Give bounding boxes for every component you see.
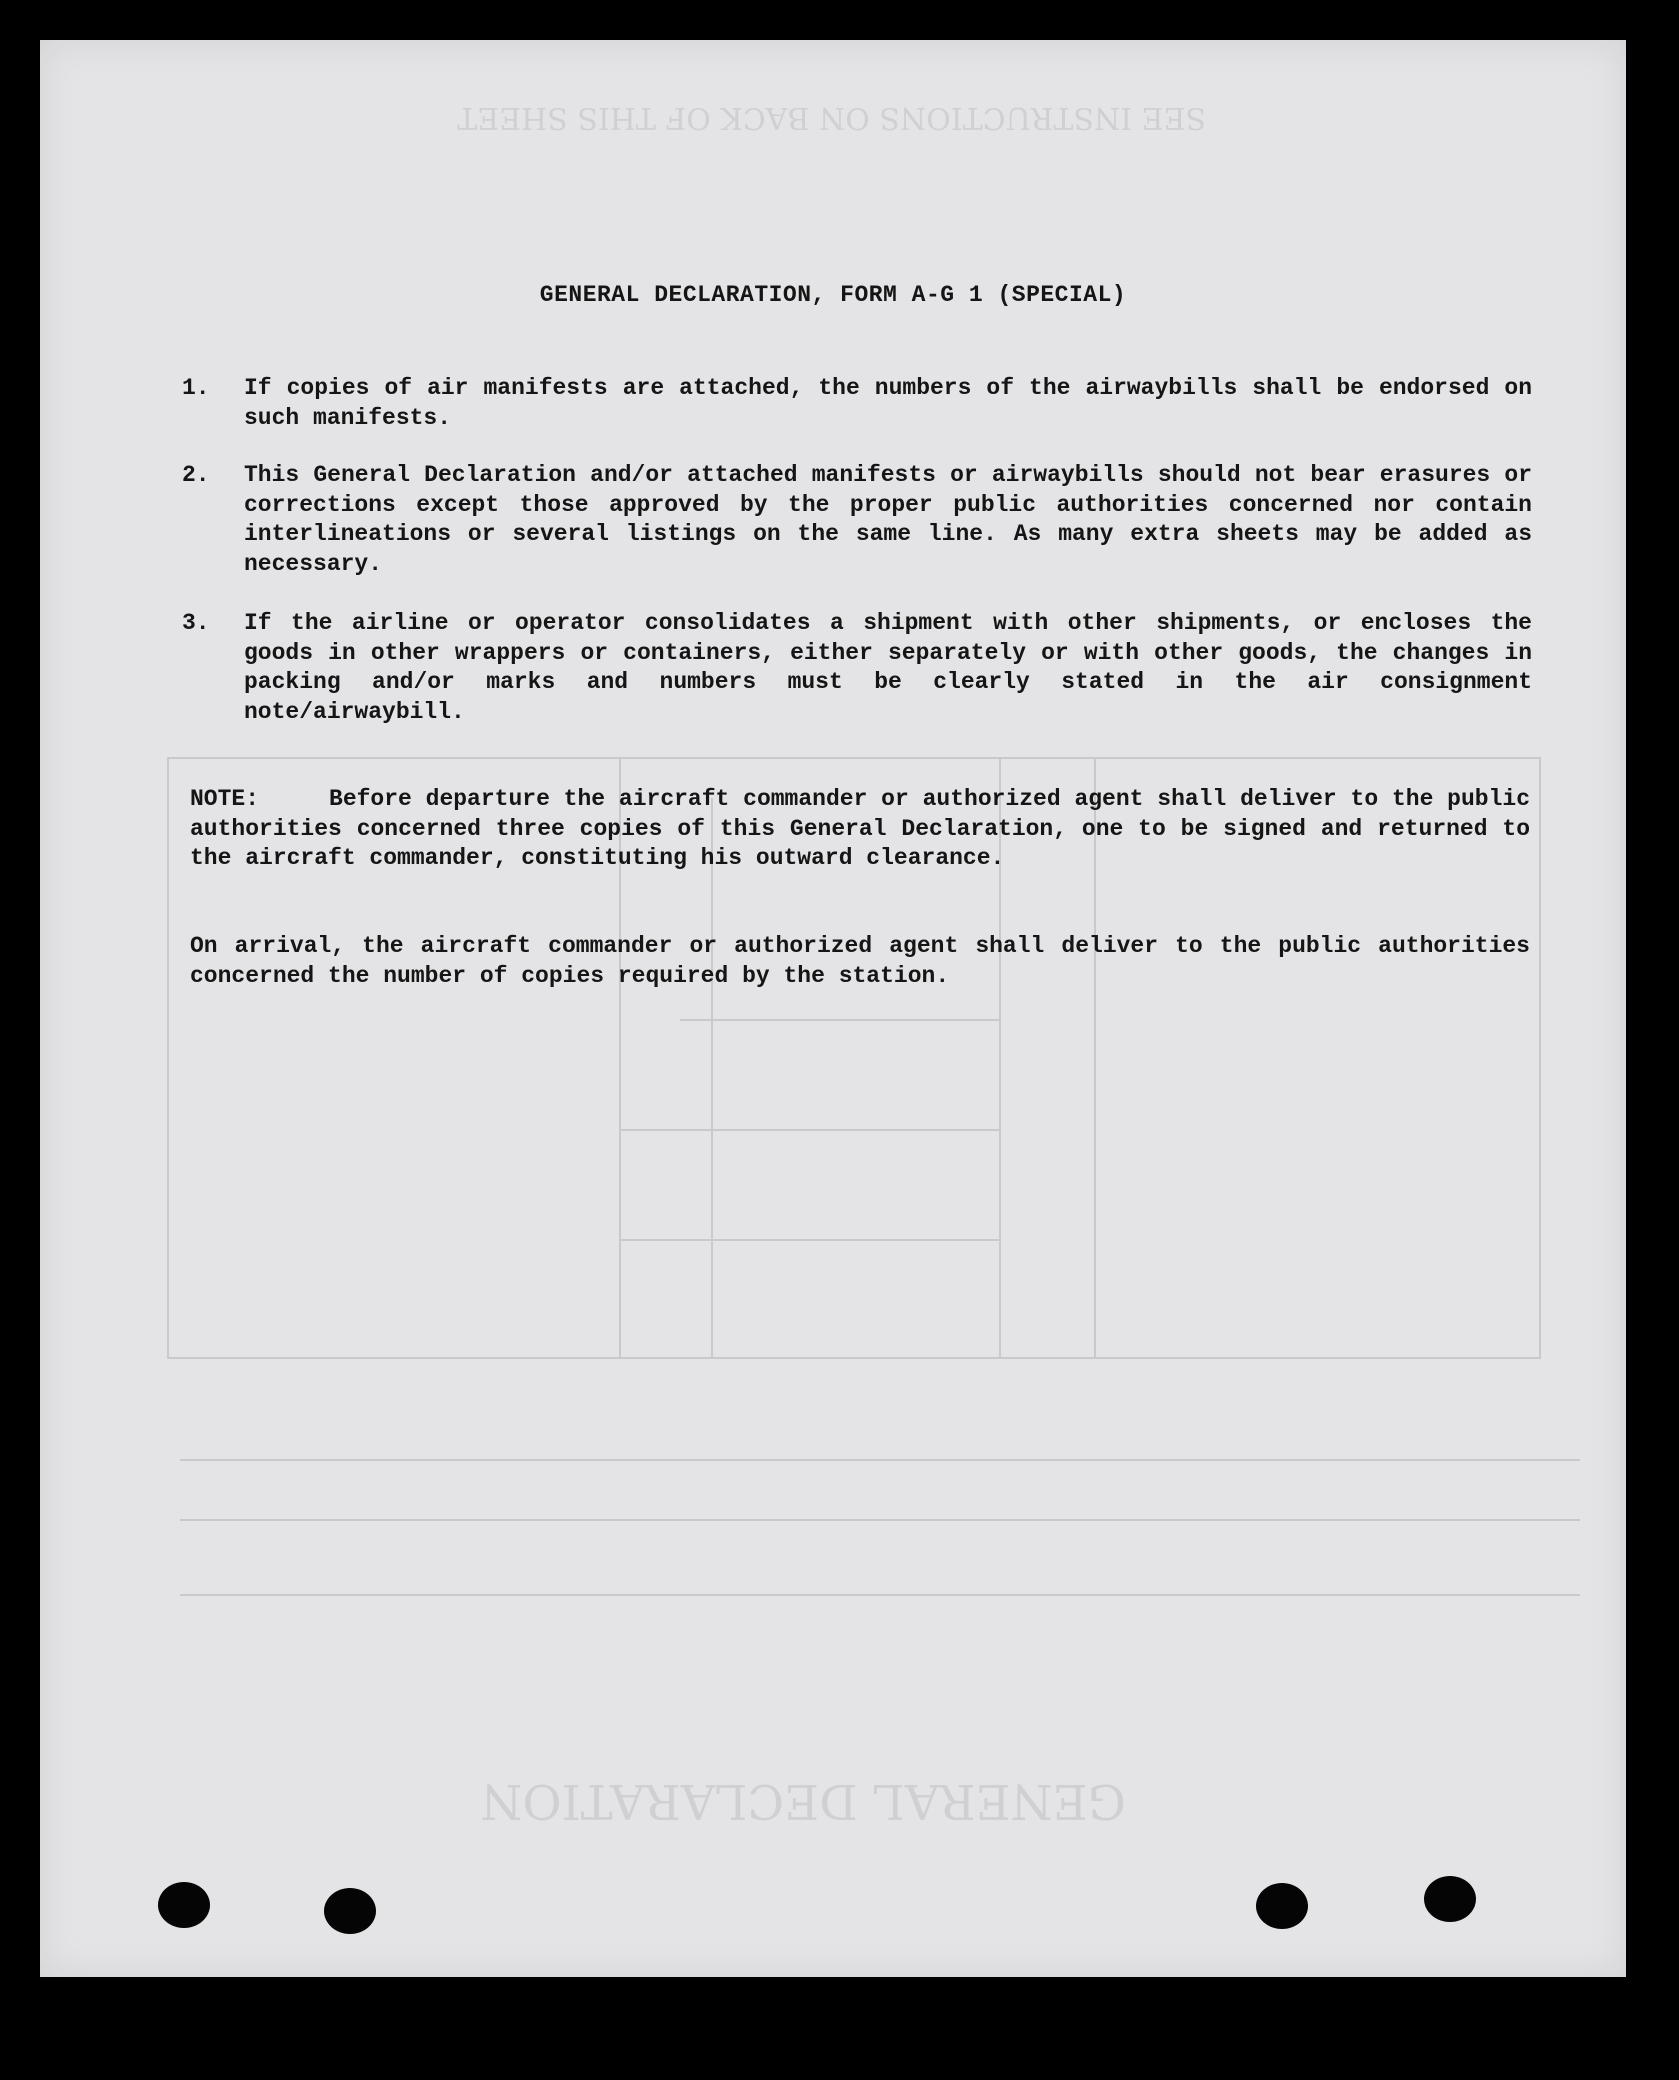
bleed-through-form-lines [40, 40, 1626, 1977]
svg-text:SEE INSTRUCTIONS ON BACK OF TH: SEE INSTRUCTIONS ON BACK OF THIS SHEET [457, 100, 1206, 135]
punch-hole [1424, 1876, 1476, 1922]
document-page [40, 40, 1626, 1977]
punch-hole [1256, 1883, 1308, 1929]
note-text: Before departure the aircraft commander or authorized agent shall deliver to the public authorities concerned three copies of this General Declaration, one to be signed and returned to the aircraft commander, constituting his outward clearance. [190, 786, 1530, 871]
item-number: 2. [182, 462, 210, 488]
item-number: 3. [182, 610, 210, 636]
note-paragraph [190, 785, 1530, 874]
item-number: 1. [182, 375, 210, 401]
document-title: GENERAL DECLARATION, FORM A-G 1 (SPECIAL) [539, 282, 1127, 308]
instruction-item-2 [182, 461, 1532, 579]
svg-text:GENERAL DECLARATION: GENERAL DECLARATION [480, 1773, 1126, 1829]
item-text: If the airline or operator consolidates a shipment with other shipments, or encloses the goods in other wrappers or containers, either separately or with other goods, the changes in packing and/or marks and numbers must be clearly stated in the air consignment note/airwaybill. [244, 610, 1532, 725]
instruction-item-3 [182, 609, 1532, 727]
item-text: This General Declaration and/or attached manifests or airwaybills should not bear erasures or corrections except those approved by the proper public authorities concerned nor contain interlineations or several listings on the same line. As many extra sheets may be added as necessary. [244, 462, 1532, 577]
note-label: NOTE: [190, 786, 260, 812]
arrival-paragraph: On arrival, the aircraft commander or authorized agent shall deliver to the public authorities concerned the number of copies required by the station. [190, 933, 1530, 989]
punch-hole [324, 1888, 376, 1934]
item-text: If copies of air manifests are attached, the numbers of the airwaybills shall be endorsed on such manifests. [244, 375, 1532, 431]
instruction-item-1 [182, 374, 1532, 433]
punch-hole [158, 1882, 210, 1928]
